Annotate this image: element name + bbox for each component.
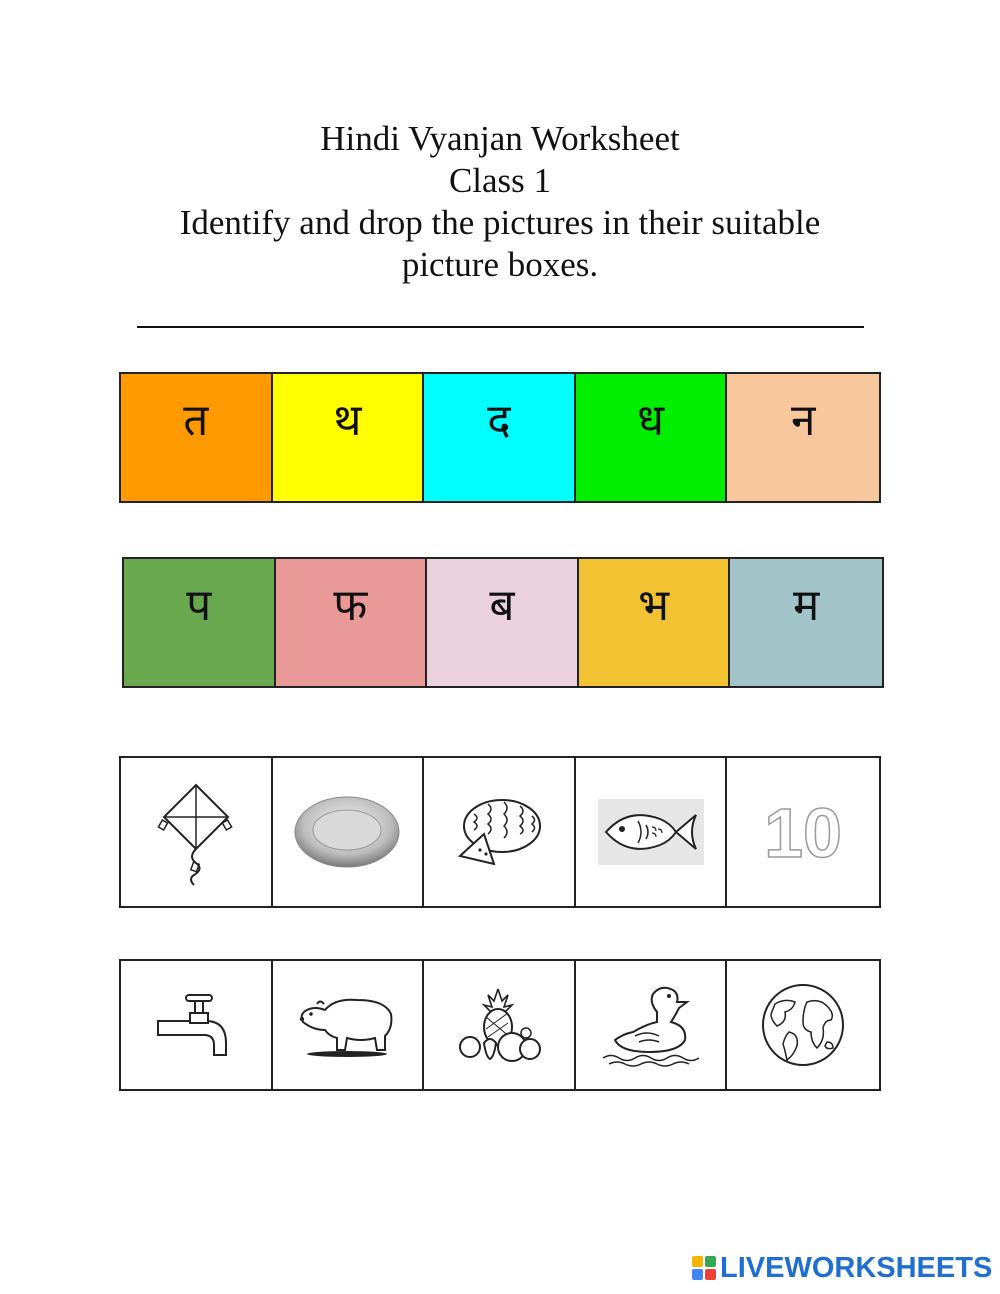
- drop-box-bha[interactable]: [579, 559, 731, 686]
- drop-box-pa[interactable]: [124, 559, 276, 686]
- worksheet-header: [0, 118, 1000, 286]
- letter-row-1: [119, 372, 881, 503]
- picture-card-ten[interactable]: [727, 758, 879, 906]
- letter-label: ध: [637, 395, 665, 446]
- fish-icon[interactable]: [598, 799, 704, 865]
- picture-row-2: [119, 959, 881, 1091]
- picture-card-fish[interactable]: [576, 758, 728, 906]
- picture-card-duck[interactable]: [576, 961, 728, 1089]
- letter-label: थ: [333, 395, 362, 446]
- plate-icon[interactable]: [292, 792, 402, 872]
- drop-box-pha[interactable]: [276, 559, 428, 686]
- watermelon-icon[interactable]: [454, 792, 544, 872]
- drop-box-dha[interactable]: [576, 374, 728, 501]
- letter-label: फ: [333, 580, 368, 631]
- picture-card-watermelon[interactable]: [424, 758, 576, 906]
- fruits-icon[interactable]: [454, 985, 544, 1065]
- picture-row-1: [119, 756, 881, 908]
- picture-card-bear[interactable]: [273, 961, 425, 1089]
- letter-label: प: [186, 580, 212, 631]
- letter-label: म: [793, 580, 820, 631]
- picture-card-tap[interactable]: [121, 961, 273, 1089]
- liveworksheets-logo[interactable]: [692, 1253, 992, 1283]
- liveworksheets-logo-icon: [692, 1256, 716, 1280]
- drop-box-ta[interactable]: [121, 374, 273, 501]
- picture-card-kite[interactable]: [121, 758, 273, 906]
- globe-icon[interactable]: [755, 982, 851, 1068]
- answer-divider-line: [137, 326, 864, 328]
- picture-card-plate[interactable]: [273, 758, 425, 906]
- letter-label: द: [487, 395, 511, 446]
- tap-icon[interactable]: [154, 987, 238, 1063]
- drop-box-da[interactable]: [424, 374, 576, 501]
- letter-label: त: [183, 395, 209, 446]
- instruction-line-2: picture boxes.: [401, 245, 599, 284]
- letter-label: न: [790, 395, 816, 446]
- picture-card-fruits[interactable]: [424, 961, 576, 1089]
- duck-icon[interactable]: [599, 982, 703, 1068]
- drop-box-ba[interactable]: [427, 559, 579, 686]
- bear-icon[interactable]: [295, 992, 399, 1058]
- picture-card-globe[interactable]: [727, 961, 879, 1089]
- number-ten-text: 10: [764, 794, 843, 872]
- class-label: Class 1: [448, 161, 552, 200]
- drop-box-na[interactable]: [727, 374, 879, 501]
- worksheet-title: Hindi Vyanjan Worksheet: [320, 119, 680, 158]
- drop-box-ma[interactable]: [730, 559, 882, 686]
- letter-label: ब: [489, 580, 515, 631]
- letter-label: भ: [638, 580, 670, 631]
- liveworksheets-brand-text: LIVEWORKSHEETS: [720, 1251, 993, 1284]
- instruction-line-1: Identify and drop the pictures in their suitable: [179, 203, 821, 242]
- letter-row-2: [122, 557, 884, 688]
- number-ten-icon[interactable]: [758, 787, 848, 877]
- kite-icon[interactable]: [156, 777, 236, 887]
- drop-box-tha[interactable]: [273, 374, 425, 501]
